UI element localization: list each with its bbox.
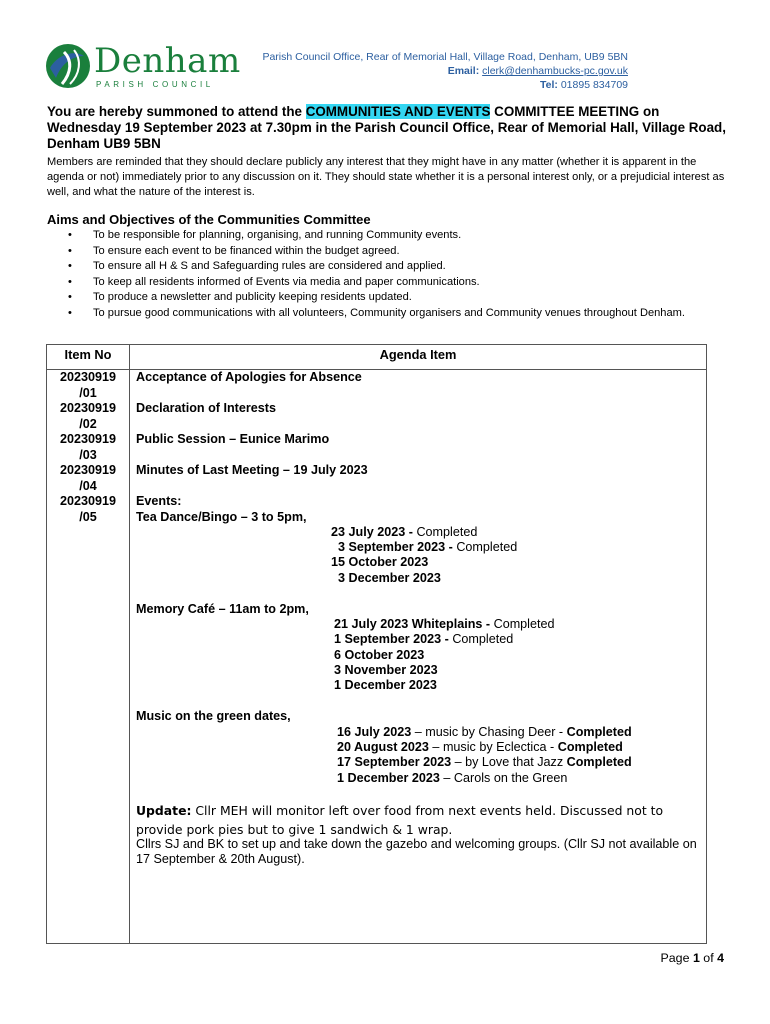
committee-name-highlight: COMMUNITIES AND EVENTS xyxy=(305,104,491,119)
email-link[interactable]: clerk@denhambucks-pc.gov.uk xyxy=(482,65,628,77)
item-no-date: 20230919 xyxy=(59,463,117,477)
table-row-agenda-item: Acceptance of Apologies for Absence xyxy=(136,370,362,384)
music-on-green-title: Music on the green dates, xyxy=(136,709,291,723)
contact-block xyxy=(262,50,628,92)
event-date-line: 20 August 2023 – music by Eclectica - Completed xyxy=(337,740,623,754)
page-number: Page 1 of 4 xyxy=(660,951,724,965)
table-row-agenda-item: Minutes of Last Meeting – 19 July 2023 xyxy=(136,463,368,477)
aims-list xyxy=(66,228,686,322)
table-row-agenda-item: Events: xyxy=(136,494,182,508)
item-no-date: 20230919 xyxy=(59,494,117,508)
tel-label: Tel: xyxy=(540,79,558,91)
event-date-line: 3 December 2023 xyxy=(338,571,441,585)
logo-wordmark: Denham xyxy=(94,41,241,81)
item-no-suffix: /03 xyxy=(79,447,97,462)
summons-intro: You are hereby summoned to attend the xyxy=(47,104,306,119)
table-row-item-no xyxy=(47,370,129,401)
event-date-line: 3 September 2023 - Completed xyxy=(338,540,518,554)
item-no-date: 20230919 xyxy=(59,401,117,415)
councillors-note: Cllrs SJ and BK to set up and take down the gazebo and welcoming groups. (Cllr SJ not available on 17 September & 20th August). xyxy=(136,837,697,867)
aims-item: • To ensure each event to be financed within the budget agreed. xyxy=(66,244,686,260)
update-note: Update: Cllr MEH will monitor left over food from next events held. Discussed not to provide pork pies but to give 1 sandwich & 1 wrap. xyxy=(136,803,664,837)
table-row-agenda-item: Public Session – Eunice Marimo xyxy=(136,432,330,446)
meeting-summons xyxy=(47,104,727,152)
aims-title: Aims and Objectives of the Communities Committee xyxy=(47,212,371,227)
event-date-line: 21 July 2023 Whiteplains - Completed xyxy=(334,617,555,631)
email-line xyxy=(262,64,628,78)
table-row-agenda-item: Declaration of Interests xyxy=(136,401,276,415)
event-date-line: 16 July 2023 – music by Chasing Deer - Completed xyxy=(337,725,632,739)
event-date-line: 1 September 2023 - Completed xyxy=(334,632,514,646)
memory-cafe-title: Memory Café – 11am to 2pm, xyxy=(136,602,309,616)
item-no-suffix: /02 xyxy=(79,416,97,431)
aims-item: • To produce a newsletter and publicity keeping residents updated. xyxy=(66,290,686,306)
council-address: Parish Council Office, Rear of Memorial Hall, Village Road, Denham, UB9 5BN xyxy=(262,51,628,63)
item-no-date: 20230919 xyxy=(59,370,117,384)
event-date-line: 15 October 2023 xyxy=(331,555,429,569)
event-date-line: 17 September 2023 – by Love that Jazz Completed xyxy=(337,755,632,769)
summons-details: COMMITTEE MEETING on Wednesday 19 September 2023 at 7.30pm in the Parish Council Office, Rear of Memorial Hall, Village Road, Denham UB9 5BN xyxy=(47,104,726,151)
aims-item: • To be responsible for planning, organising, and running Community events. xyxy=(66,228,686,244)
event-date-line: 23 July 2023 - Completed xyxy=(331,525,478,539)
aims-item: • To pursue good communications with all volunteers, Community organisers and Community venues throughout Denham. xyxy=(66,306,686,322)
event-date-line: 1 December 2023 – Carols on the Green xyxy=(337,771,568,785)
event-date-line: 6 October 2023 xyxy=(334,648,425,662)
table-row-item-no xyxy=(47,401,129,432)
item-no-suffix: /04 xyxy=(79,478,97,493)
table-column-divider xyxy=(129,345,130,943)
members-notice: Members are reminded that they should declare publicly any interest that they might have in any matter (whether it is apparent in the agenda or not) immediately prior to any discussion on it. They should state whether it is a personal interest only, or a prejudicial interest as well, and what the nature of the interest is. xyxy=(47,156,725,198)
table-row-item-no xyxy=(47,432,129,463)
tel-line xyxy=(262,78,628,92)
item-no-suffix: /05 xyxy=(79,509,97,524)
aims-item: • To ensure all H & S and Safeguarding rules are considered and applied. xyxy=(66,259,686,275)
logo-subtitle: PARISH COUNCIL xyxy=(96,80,214,89)
event-date-line: 1 December 2023 xyxy=(334,678,437,692)
item-no-suffix: /01 xyxy=(79,385,97,400)
denham-emblem-icon xyxy=(44,42,92,90)
email-label: Email: xyxy=(447,65,480,77)
denham-logo xyxy=(44,42,244,92)
table-row-item-no xyxy=(47,463,129,494)
table-row-item-no xyxy=(47,494,129,525)
event-date-line: 3 November 2023 xyxy=(334,663,438,677)
aims-item: • To keep all residents informed of Events via media and paper communications. xyxy=(66,275,686,291)
tel-number: 01895 834709 xyxy=(560,79,628,91)
agenda-table xyxy=(46,344,707,944)
column-header-agenda-item: Agenda Item xyxy=(379,347,457,362)
item-no-date: 20230919 xyxy=(59,432,117,446)
column-header-item-no: Item No xyxy=(64,347,112,362)
tea-dance-title: Tea Dance/Bingo – 3 to 5pm, xyxy=(136,510,307,524)
